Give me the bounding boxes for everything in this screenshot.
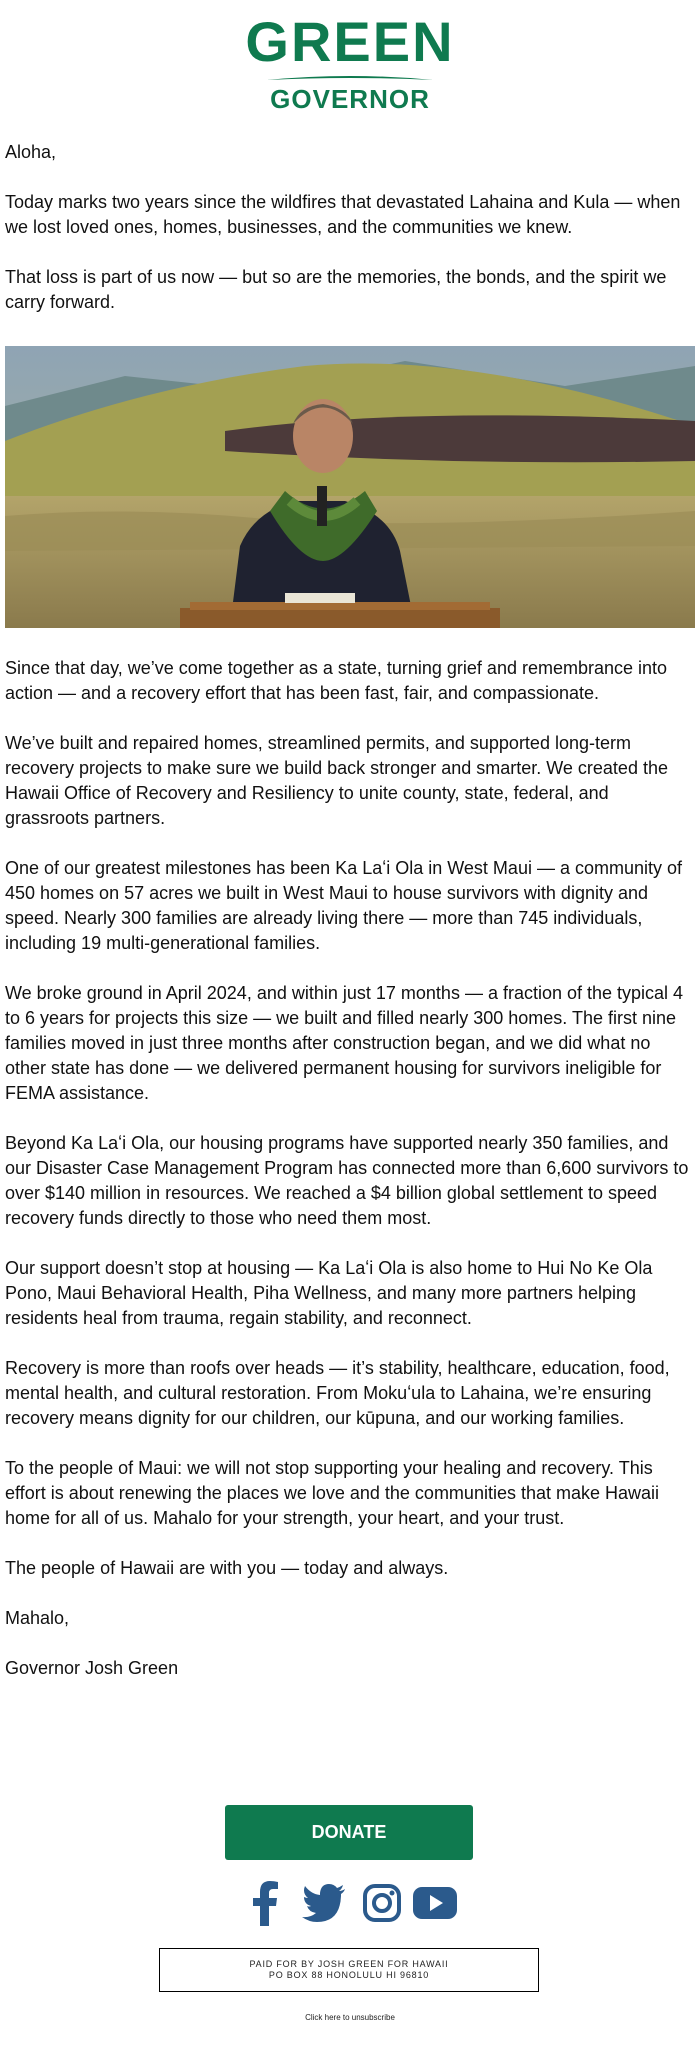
body-paragraph: Recovery is more than roofs over heads — it’s stability, healthcare, education, food, mental health, and cultural restoration. From Mokuʻula to Lahaina, we’re ensuring recovery means dignity for our children, our kūpuna, and our working families. — [5, 1358, 670, 1428]
body-paragraph: We’ve built and repaired homes, streamlined permits, and supported long-term recovery projects to make sure we build back stronger and smarter. We created the Hawaii Office of Recovery and Resiliency to unite county, state, federal, and grassroots partners. — [5, 733, 668, 828]
intro-paragraph: Today marks two years since the wildfires that devastated Lahaina and Kula — when we lost loved ones, homes, businesses, and the communities we knew. — [5, 192, 681, 237]
youtube-icon[interactable] — [412, 1886, 458, 1920]
governor-speaking-photo — [5, 346, 695, 628]
logo-word-governor: GOVERNOR — [270, 84, 430, 114]
social-links — [250, 1880, 450, 1930]
hero-photo — [5, 346, 695, 628]
facebook-icon[interactable] — [250, 1880, 280, 1926]
signoff: Mahalo, — [5, 1608, 70, 1628]
donate-button[interactable]: DONATE — [225, 1805, 473, 1860]
green-governor-logo — [0, 10, 700, 114]
body-paragraph: Beyond Ka Laʻi Ola, our housing programs have supported nearly 350 families, and our Disaster Case Management Program has connected more than 6,600 survivors to over $140 million in resources. We reached a $4 billion global settlement to speed recovery funds directly to those who need them most. — [5, 1133, 689, 1228]
twitter-icon[interactable] — [302, 1884, 346, 1922]
body-paragraph: We broke ground in April 2024, and within just 17 months — a fraction of the typical 4 to 6 years for projects this size — we built and filled nearly 300 homes. The first nine families moved in just three months after construction began, and we did what no other state has done — we delivered permanent housing for survivors ineligible for FEMA assistance. — [5, 983, 684, 1103]
body-paragraph: One of our greatest milestones has been Ka Laʻi Ola in West Maui — a community of 450 homes on 57 acres we built in West Maui to house survivors with dignity and speed. Nearly 300 families are already living there — more than 745 individuals, including 19 multi-generational families. — [5, 858, 682, 953]
logo-word-green: GREEN — [245, 10, 455, 73]
logo-swoosh-icon — [265, 74, 435, 82]
address-line: PO BOX 88 HONOLULU HI 96810 — [268, 1970, 430, 1980]
paid-for-disclaimer — [159, 1948, 539, 1992]
email-body — [5, 140, 695, 1681]
unsubscribe-link[interactable]: Click here to unsubscribe — [305, 2013, 395, 2022]
paid-for-line: PAID FOR BY JOSH GREEN FOR HAWAII — [249, 1959, 449, 1969]
signature: Governor Josh Green — [5, 1658, 179, 1678]
instagram-icon[interactable] — [362, 1883, 402, 1923]
greeting: Aloha, — [5, 142, 57, 162]
body-paragraph: Since that day, we’ve come together as a state, turning grief and remembrance into action — and a recovery effort that has been fast, fair, and compassionate. — [5, 658, 668, 703]
body-paragraph: Our support doesn’t stop at housing — Ka Laʻi Ola is also home to Hui No Ke Ola Pono, Maui Behavioral Health, Piha Wellness, and many more partners helping residents heal from trauma, regain stability, and reconnect. — [5, 1258, 653, 1328]
closing-line: The people of Hawaii are with you — today and always. — [5, 1558, 449, 1578]
body-paragraph: To the people of Maui: we will not stop supporting your healing and recovery. This effort is about renewing the places we love and the communities that make Hawaii home for all of us. Mahalo for your strength, your heart, and your trust. — [5, 1458, 660, 1528]
intro-paragraph: That loss is part of us now — but so are the memories, the bonds, and the spirit we carry forward. — [5, 267, 667, 312]
